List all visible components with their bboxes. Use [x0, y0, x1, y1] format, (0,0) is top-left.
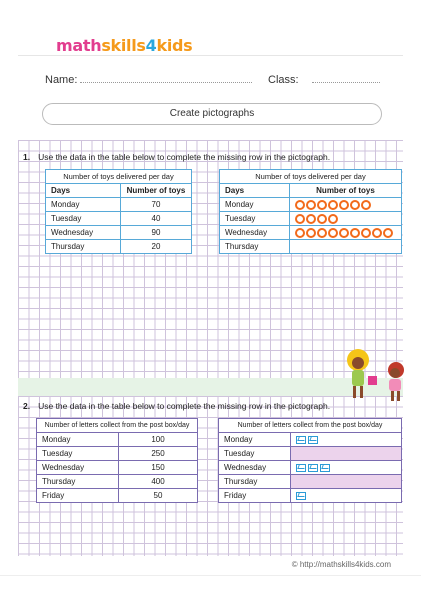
gift-shape — [368, 376, 377, 385]
class-field[interactable] — [268, 74, 380, 86]
q2-pictograph — [218, 418, 402, 503]
row-day: Thursday — [37, 475, 119, 489]
row-value: 50 — [119, 489, 198, 503]
column-header-value: Number of toys — [290, 184, 402, 198]
footer-copyright[interactable]: © http://mathskills4kids.com — [291, 560, 391, 569]
dress-shape — [389, 379, 401, 391]
logo-text-4: 4 — [145, 36, 157, 55]
table-row — [46, 226, 192, 240]
table-row — [37, 475, 198, 489]
pictograph-row — [219, 461, 402, 475]
table-row — [37, 447, 198, 461]
envelope-icon — [320, 464, 330, 472]
row-day: Wednesday — [220, 226, 290, 240]
row-value: 90 — [121, 226, 192, 240]
pictograph-row — [220, 212, 402, 226]
row-day: Tuesday — [37, 447, 119, 461]
row-day: Thursday — [219, 475, 291, 489]
shirt-shape — [352, 370, 364, 386]
row-value: 250 — [119, 447, 198, 461]
row-day: Monday — [37, 433, 119, 447]
answer-cell[interactable] — [290, 240, 402, 254]
toy-circle-icon — [339, 200, 349, 210]
logo-text-skills: skills — [101, 36, 146, 55]
toy-circle-icon — [350, 228, 360, 238]
table-row — [46, 212, 192, 226]
table-caption: Number of letters collect from the post box/day — [37, 419, 198, 433]
pictograph-row — [220, 226, 402, 240]
leg-shape — [360, 386, 363, 398]
q1-pictograph — [219, 169, 402, 254]
toy-circle-icon — [317, 214, 327, 224]
name-label: Name: — [45, 74, 78, 86]
icon-cell — [290, 212, 402, 226]
q2-data-table — [36, 418, 198, 503]
question-1 — [23, 152, 330, 162]
column-header-days: Days — [220, 184, 290, 198]
row-day: Monday — [220, 198, 290, 212]
question-instruction: Use the data in the table below to complete the missing row in the pictograph. — [38, 152, 331, 162]
face-shape — [390, 368, 400, 378]
leg-shape — [397, 391, 400, 401]
pictograph-row — [219, 489, 402, 503]
toy-circle-icon — [295, 228, 305, 238]
name-line[interactable] — [80, 74, 252, 83]
toy-circle-icon — [317, 228, 327, 238]
icon-cell — [290, 226, 402, 240]
leg-shape — [353, 386, 356, 398]
row-day: Monday — [46, 198, 121, 212]
class-label: Class: — [268, 74, 299, 86]
row-day: Wednesday — [219, 461, 291, 475]
toy-circle-icon — [295, 200, 305, 210]
table-row — [46, 198, 192, 212]
row-value: 400 — [119, 475, 198, 489]
table-row — [37, 461, 198, 475]
toy-circle-icon — [361, 228, 371, 238]
envelope-icon — [308, 436, 318, 444]
envelope-icon — [296, 492, 306, 500]
icon-cell — [291, 433, 402, 447]
row-day: Thursday — [220, 240, 290, 254]
row-value: 70 — [121, 198, 192, 212]
row-day: Friday — [219, 489, 291, 503]
row-day: Friday — [37, 489, 119, 503]
class-line[interactable] — [312, 74, 380, 83]
pictograph-row — [220, 240, 402, 254]
row-value: 150 — [119, 461, 198, 475]
pictograph-row — [219, 447, 402, 461]
header-divider — [18, 55, 403, 56]
kids-illustration — [340, 346, 412, 406]
envelope-icon — [296, 436, 306, 444]
icon-cell — [291, 489, 402, 503]
table-caption: Number of toys delivered per day — [46, 170, 192, 184]
question-instruction: Use the data in the table below to complete the missing row in the pictograph. — [38, 401, 331, 411]
footer-divider — [0, 575, 421, 576]
icon-cell — [290, 198, 402, 212]
icon-cell — [291, 461, 402, 475]
toy-circle-icon — [350, 200, 360, 210]
table-row — [46, 240, 192, 254]
row-day: Tuesday — [220, 212, 290, 226]
toy-circle-icon — [328, 228, 338, 238]
q1-data-table — [45, 169, 192, 254]
page-title: Create pictographs — [42, 103, 382, 125]
pictograph-row — [219, 475, 402, 489]
toy-circle-icon — [295, 214, 305, 224]
row-day: Thursday — [46, 240, 121, 254]
answer-cell[interactable] — [291, 447, 402, 461]
question-number: 1. — [23, 152, 31, 162]
pictograph-caption: Number of letters collect from the post box/day — [219, 419, 402, 433]
row-day: Tuesday — [219, 447, 291, 461]
row-day: Wednesday — [46, 226, 121, 240]
name-field[interactable] — [45, 74, 252, 86]
leg-shape — [391, 391, 394, 401]
face-shape — [352, 357, 364, 369]
row-day: Wednesday — [37, 461, 119, 475]
row-day: Monday — [219, 433, 291, 447]
toy-circle-icon — [328, 214, 338, 224]
question-2 — [23, 401, 330, 411]
logo-text-math: math — [56, 36, 102, 55]
pictograph-row — [220, 198, 402, 212]
column-header-value: Number of toys — [121, 184, 192, 198]
toy-circle-icon — [372, 228, 382, 238]
toy-circle-icon — [306, 214, 316, 224]
table-row — [37, 489, 198, 503]
toy-circle-icon — [328, 200, 338, 210]
toy-circle-icon — [306, 228, 316, 238]
logo-text-kids: kids — [156, 36, 193, 55]
table-row — [37, 433, 198, 447]
row-value: 40 — [121, 212, 192, 226]
toy-circle-icon — [317, 200, 327, 210]
toy-circle-icon — [339, 228, 349, 238]
pictograph-row — [219, 433, 402, 447]
row-day: Tuesday — [46, 212, 121, 226]
question-number: 2. — [23, 401, 31, 411]
envelope-icon — [308, 464, 318, 472]
site-logo — [56, 36, 192, 55]
column-header-days: Days — [46, 184, 121, 198]
envelope-icon — [296, 464, 306, 472]
row-value: 100 — [119, 433, 198, 447]
toy-circle-icon — [361, 200, 371, 210]
toy-circle-icon — [383, 228, 393, 238]
row-value: 20 — [121, 240, 192, 254]
pictograph-caption: Number of toys delivered per day — [220, 170, 402, 184]
toy-circle-icon — [306, 200, 316, 210]
answer-cell[interactable] — [291, 475, 402, 489]
